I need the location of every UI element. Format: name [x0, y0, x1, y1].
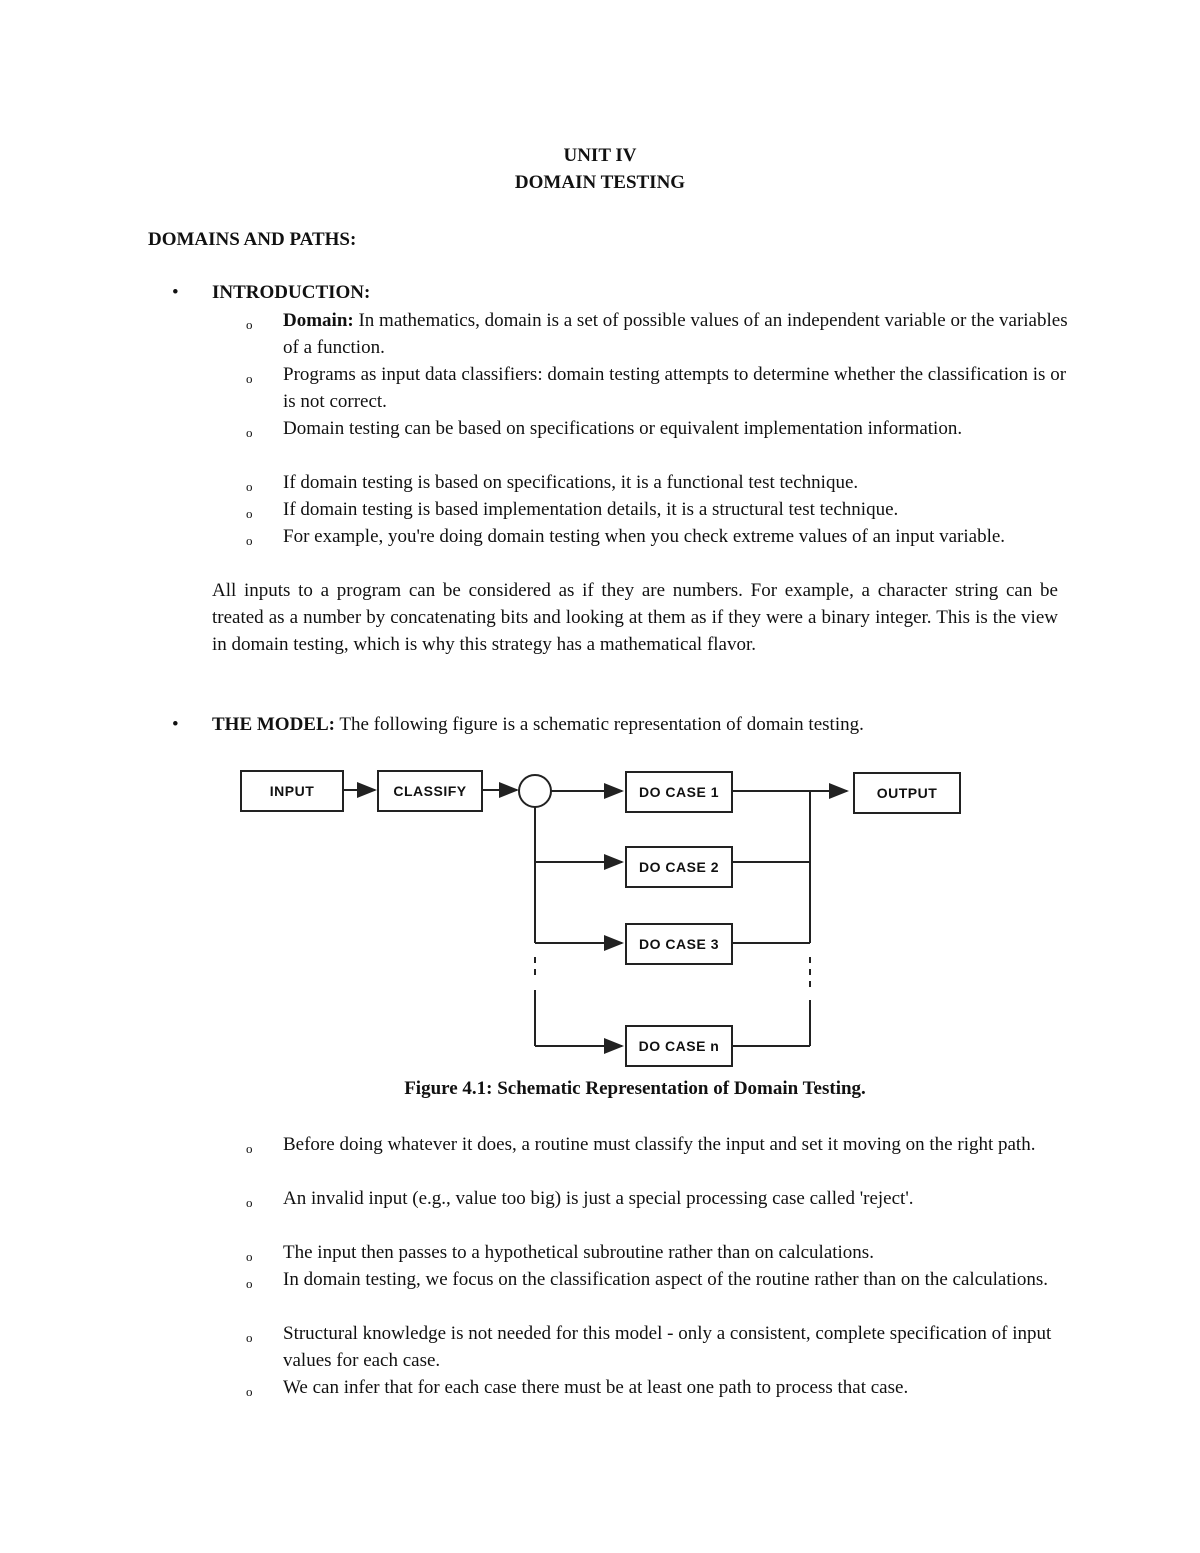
model-item-3: The input then passes to a hypothetical subroutine rather than on calculations. [283, 1242, 874, 1263]
intro-item-1 [283, 307, 1073, 361]
sub-bullet-marker: o [246, 1195, 253, 1210]
sub-bullet-marker: o [246, 1330, 253, 1345]
input-box: INPUT [240, 770, 344, 812]
do-case-n-box: DO CASE n [625, 1025, 733, 1067]
model-heading: THE MODEL: [212, 714, 335, 735]
model-item-2: An invalid input (e.g., value too big) is just a special processing case called 'reject'. [283, 1188, 914, 1209]
classify-box: CLASSIFY [377, 770, 483, 812]
sub-bullet-marker: o [246, 479, 253, 494]
do-case-3-box: DO CASE 3 [625, 923, 733, 965]
bullet-dot: • [172, 714, 179, 735]
intro-item-4: If domain testing is based on specifications, it is a functional test technique. [283, 472, 859, 493]
sub-bullet-marker: o [246, 317, 253, 332]
sub-bullet-marker: o [246, 506, 253, 521]
sub-bullet-marker: o [246, 1249, 253, 1264]
intro-item-2: Programs as input data classifiers: domain testing attempts to determine whether the classification is or is not correct. [283, 364, 1067, 412]
intro-item-6: For example, you're doing domain testing when you check extreme values of an input variable. [283, 526, 1006, 547]
decision-circle [519, 775, 551, 807]
introduction-heading: INTRODUCTION: [212, 282, 371, 303]
unit-title: UNIT IV [563, 145, 637, 166]
sub-bullet-marker: o [246, 1384, 253, 1399]
sub-bullet-marker: o [246, 533, 253, 548]
intro-item-1-text: In mathematics, domain is a set of possible values of an independent variable or the variables of a function. [283, 310, 1068, 358]
output-box: OUTPUT [853, 772, 961, 814]
topic-title: DOMAIN TESTING [514, 172, 686, 193]
bullet-dot: • [172, 282, 179, 303]
domain-testing-diagram [230, 760, 970, 1080]
intro-item-3: Domain testing can be based on specifications or equivalent implementation information. [283, 418, 963, 439]
sub-bullet-marker: o [246, 371, 253, 386]
intro-paragraph: All inputs to a program can be considered as if they are numbers. For example, a character string can be treated as a number by concatenating bits and looking at them as if they were a binary integer. This is the view in domain testing, which is why this strategy has a mathematical flavor. [212, 580, 1058, 655]
sub-bullet-marker: o [246, 1276, 253, 1291]
model-item-5: Structural knowledge is not needed for this model - only a consistent, complete specification of input values for each case. [283, 1323, 1052, 1371]
sub-bullet-marker: o [246, 1141, 253, 1156]
figure-caption: Figure 4.1: Schematic Representation of Domain Testing. [404, 1078, 866, 1099]
model-item-1: Before doing whatever it does, a routine must classify the input and set it moving on the right path. [283, 1134, 1036, 1155]
model-text: The following figure is a schematic representation of domain testing. [334, 714, 864, 735]
sub-bullet-marker: o [246, 425, 253, 440]
model-line [212, 714, 864, 736]
do-case-1-box: DO CASE 1 [625, 771, 733, 813]
model-item-4: In domain testing, we focus on the classification aspect of the routine rather than on the calculations. [283, 1269, 1049, 1290]
intro-item-1-bold: Domain: [283, 310, 354, 331]
section-heading: DOMAINS AND PATHS: [148, 229, 357, 250]
do-case-2-box: DO CASE 2 [625, 846, 733, 888]
intro-item-5: If domain testing is based implementation details, it is a structural test technique. [283, 499, 899, 520]
model-item-6: We can infer that for each case there must be at least one path to process that case. [283, 1377, 909, 1398]
